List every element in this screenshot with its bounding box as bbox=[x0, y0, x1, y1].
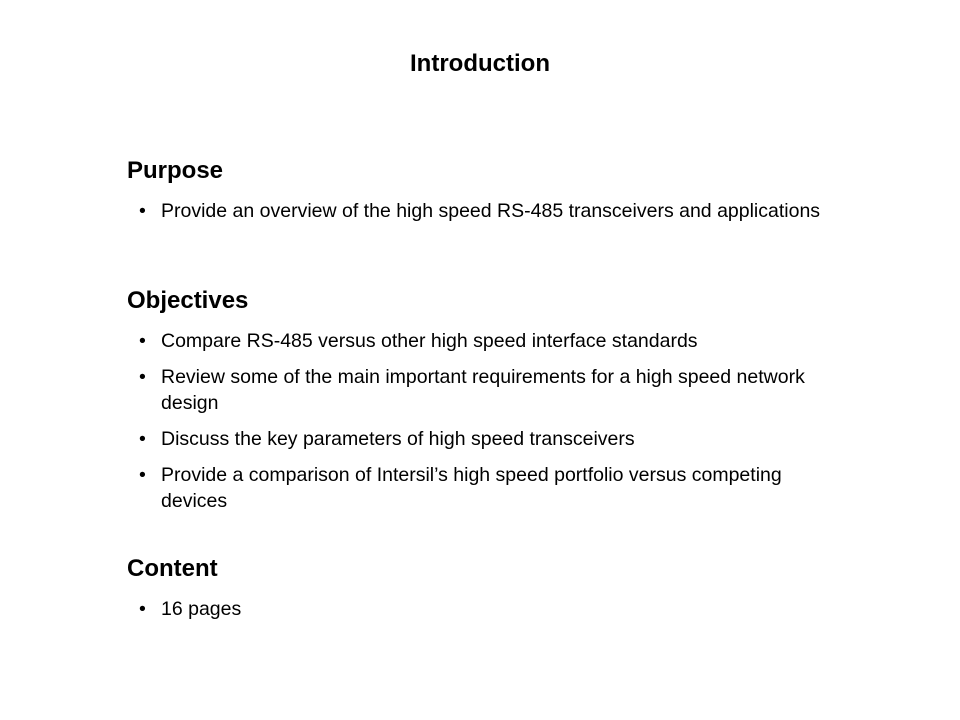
bullet-text: Discuss the key parameters of high speed transceivers bbox=[161, 428, 635, 450]
bullet-item bbox=[127, 364, 847, 416]
bullet-icon: • bbox=[139, 598, 146, 620]
section-heading-objectives: Objectives bbox=[127, 287, 249, 314]
bullet-icon: • bbox=[139, 200, 146, 222]
slide-title: Introduction bbox=[410, 50, 550, 77]
bullet-icon: • bbox=[139, 464, 146, 486]
section-heading-purpose: Purpose bbox=[127, 157, 224, 184]
bullet-text: Provide an overview of the high speed RS-485 transceivers and applications bbox=[161, 200, 821, 222]
bullet-icon: • bbox=[139, 428, 146, 450]
bullet-text: 16 pages bbox=[161, 598, 242, 620]
section-content bbox=[127, 554, 847, 622]
section-heading-content: Content bbox=[127, 555, 218, 582]
bullet-list-purpose bbox=[127, 198, 847, 224]
bullet-item bbox=[127, 198, 847, 224]
bullet-text: Provide a comparison of Intersil’s high speed portfolio versus competing devices bbox=[161, 464, 782, 512]
bullet-text: Review some of the main important requirements for a high speed network design bbox=[161, 366, 805, 414]
section-purpose bbox=[127, 156, 847, 224]
bullet-item bbox=[127, 328, 847, 354]
section-objectives bbox=[127, 286, 847, 514]
bullet-item bbox=[127, 596, 847, 622]
bullet-list-objectives bbox=[127, 328, 847, 514]
bullet-icon: • bbox=[139, 366, 146, 388]
bullet-list-content bbox=[127, 596, 847, 622]
bullet-item bbox=[127, 426, 847, 452]
bullet-item bbox=[127, 462, 847, 514]
bullet-text: Compare RS-485 versus other high speed interface standards bbox=[161, 330, 698, 352]
bullet-icon: • bbox=[139, 330, 146, 352]
